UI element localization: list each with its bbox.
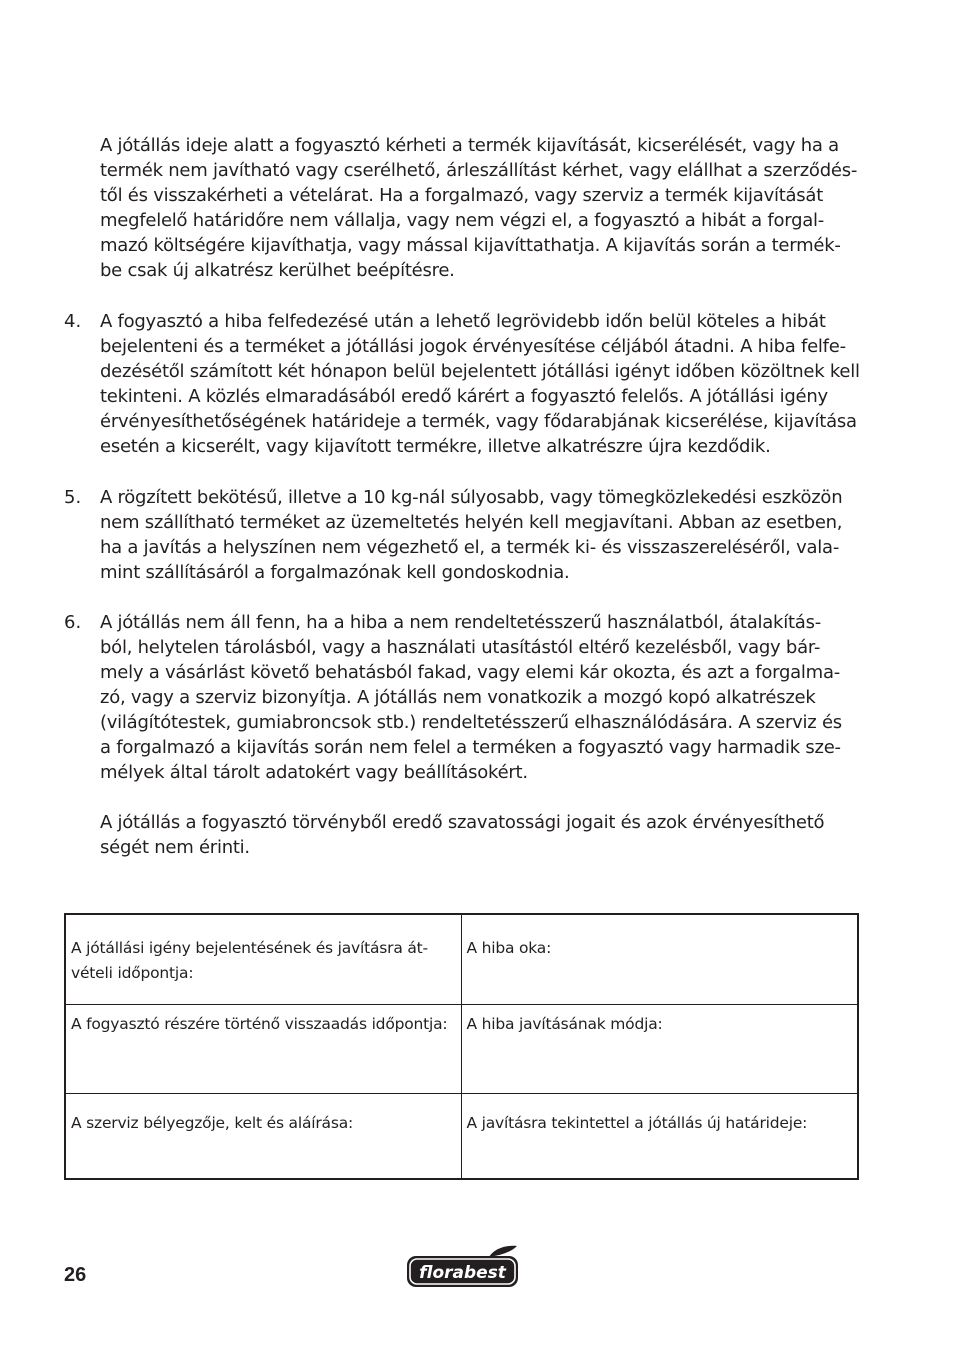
florabest-logo: [405, 1243, 521, 1291]
text-line: A jótállás a fogyasztó törvényből eredő szavatossági jogait és azok érvényesíthető: [100, 812, 825, 833]
list-number: 4.: [64, 311, 82, 332]
field-label: A javításra tekintettel a jótállás új határideje:: [466, 1113, 808, 1132]
text-line: A jótállás nem áll fenn, ha a hiba a nem rendeltetésszerű használatból, átalakítás-: [100, 612, 821, 633]
new-warranty-deadline-field[interactable]: [461, 1093, 858, 1179]
field-label: A jótállási igény bejelentésének és javításra át-: [71, 939, 428, 957]
table-row: [65, 1004, 858, 1093]
text-line: a forgalmazó a kijavítás során nem felel a terméken a fogyasztó vagy harmadik sze-: [100, 737, 841, 758]
field-label: vételi időpontja:: [71, 964, 194, 982]
logo-leaf-icon: [489, 1246, 517, 1257]
text-line: től és visszakérheti a vételárat. Ha a forgalmazó, vagy szerviz a termék kijavítását: [100, 185, 824, 206]
field-label: A hiba javításának módja:: [466, 1014, 663, 1033]
text-line: mazó költségére kijavíthatja, vagy mással kijavíttathatja. A kijavítás során a termék-: [100, 235, 841, 256]
text-line: ból, helytelen tárolásból, vagy a használati utasítástól eltérő kezelésből, vagy bár-: [100, 637, 821, 658]
return-date-field[interactable]: [65, 1004, 461, 1093]
table-row: [65, 1093, 858, 1179]
page-number: 26: [64, 1264, 87, 1286]
text-line: A jótállás ideje alatt a fogyasztó kérheti a termék kijavítását, kicserélését, vagy ha a: [100, 135, 839, 156]
text-line: be csak új alkatrész kerülhet beépítésre.: [100, 260, 455, 281]
text-line: megfelelő határidőre nem vállalja, vagy nem végzi el, a fogyasztó a hibát a forgal-: [100, 210, 825, 231]
text-line: mint szállításáról a forgalmazónak kell gondoskodnia.: [100, 562, 570, 583]
text-line: ha a javítás a helyszínen nem végezhető el, a termék ki- és visszaszereléséről, vala-: [100, 537, 840, 558]
text-line: nem szállítható terméket az üzemeltetés helyén kell megjavítani. Abban az esetben,: [100, 512, 843, 533]
text-line: bejelenteni és a terméket a jótállási jogok érvényesítése céljából átadni. A hiba felfe-: [100, 336, 846, 357]
fault-cause-field[interactable]: [461, 914, 858, 1004]
text-line: (világítótestek, gumiabroncsok stb.) rendeltetésszerű elhasználódására. A szerviz és: [100, 712, 842, 733]
logo-wordmark: florabest: [419, 1263, 506, 1283]
text-line: mélyek által tárolt adatokért vagy beállításokért.: [100, 762, 528, 783]
text-line: ségét nem érinti.: [100, 837, 250, 858]
text-line: zó, vagy a szerviz bizonyítja. A jótállás nem vonatkozik a mozgó kopó alkatrészek: [100, 687, 816, 708]
table-row: [65, 914, 858, 1004]
claim-date-field[interactable]: [65, 914, 461, 1004]
service-stamp-field[interactable]: [65, 1093, 461, 1179]
list-number: 5.: [64, 487, 82, 508]
field-label: A szerviz bélyegzője, kelt és aláírása:: [71, 1113, 354, 1132]
field-label: A fogyasztó részére történő visszaadás időpontja:: [71, 1014, 448, 1033]
text-line: dezésétől számított két hónapon belül bejelentett jótállási igényt időben közöltnek kell: [100, 361, 860, 382]
text-line: tekinteni. A közlés elmaradásából eredő kárért a fogyasztó felelős. A jótállási igény: [100, 386, 828, 407]
field-label: A hiba oka:: [466, 939, 552, 957]
text-line: A rögzített bekötésű, illetve a 10 kg-nál súlyosabb, vagy tömegközlekedési eszközön: [100, 487, 843, 508]
warranty-repair-form-table: [64, 913, 859, 1180]
text-line: esetén a kicserélt, vagy kijavított termékre, illetve alkatrészre újra kezdődik.: [100, 436, 771, 457]
text-line: A fogyasztó a hiba felfedezésé után a lehető legrövidebb időn belül köteles a hibát: [100, 311, 826, 332]
list-number: 6.: [64, 612, 82, 633]
repair-method-field[interactable]: [461, 1004, 858, 1093]
text-line: mely a vásárlást követő behatásból fakad, vagy elemi kár okozta, és azt a forgalma-: [100, 662, 840, 683]
text-line: termék nem javítható vagy cserélhető, árleszállítást kérhet, vagy elállhat a szerződés-: [100, 160, 858, 181]
text-line: érvényesíthetőségének határideje a termék, vagy fődarabjának kicserélése, kijavítása: [100, 411, 857, 432]
